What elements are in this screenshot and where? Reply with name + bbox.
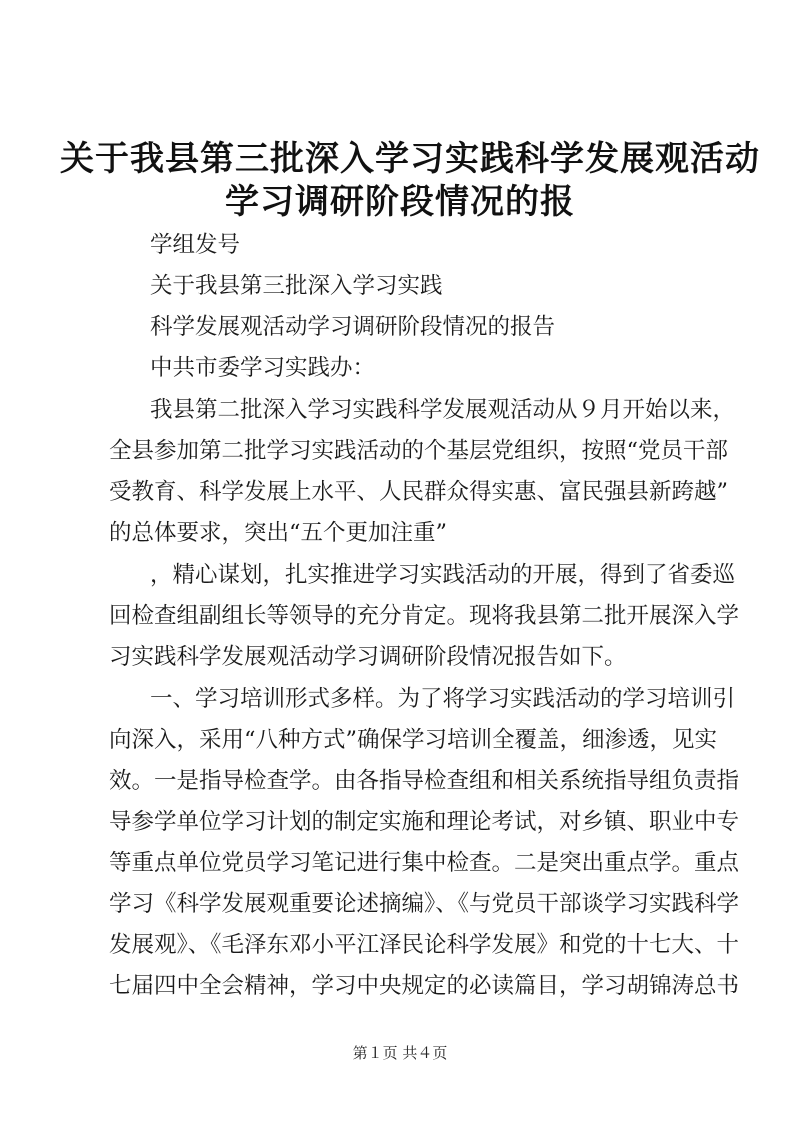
paragraph-3-line-1: 一、学习培训形式多样。为了将学习实践活动的学习培训引	[150, 686, 736, 712]
document-title-line-1: 关于我县第三批深入学习实践科学发展观活动	[60, 139, 760, 179]
document-addressee: 中共市委学习实践办：	[150, 355, 376, 381]
page-number-footer: 第１页 共４页	[352, 1044, 448, 1062]
document-issue-number: 学组发号	[150, 232, 241, 258]
paragraph-2-line-2: 回检查组副组长等领导的充分肯定。现将我县第二批开展深入学	[109, 603, 740, 629]
paragraph-1-line-3: 受教育、科学发展上水平、人民群众得实惠、富民强县新跨越”	[109, 479, 729, 505]
document-subtitle-line-2: 科学发展观活动学习调研阶段情况的报告	[150, 314, 556, 340]
paragraph-2-line-3: 习实践科学发展观活动学习调研阶段情况报告如下。	[109, 644, 627, 670]
paragraph-1-line-1: 我县第二批深入学习实践科学发展观活动从９月开始以来，	[150, 397, 736, 423]
paragraph-3-line-3: 效。一是指导检查学。由各指导检查组和相关系统指导组负责指	[109, 768, 740, 794]
paragraph-3-line-6: 学习《科学发展观重要论述摘编》、《与党员干部谈学习实践科学	[109, 891, 740, 917]
paragraph-3-line-8: 七届四中全会精神，学习中央规定的必读篇目，学习胡锦涛总书	[109, 973, 740, 999]
paragraph-3-line-7: 发展观》、《毛泽东邓小平江泽民论科学发展》和党的十七大、十	[109, 932, 740, 958]
paragraph-3-line-4: 导参学单位学习计划的制定实施和理论考试，对乡镇、职业中专	[109, 809, 740, 835]
paragraph-3-line-5: 等重点单位党员学习笔记进行集中检查。二是突出重点学。重点	[109, 850, 740, 876]
document-title-line-2: 学习调研阶段情况的报	[225, 182, 575, 222]
paragraph-3-line-2: 向深入，采用“八种方式”确保学习培训全覆盖，细渗透，见实	[109, 727, 718, 753]
paragraph-1-line-2: 全县参加第二批学习实践活动的个基层党组织，按照“党员干部	[109, 438, 729, 464]
paragraph-1-line-4: 的总体要求，突出“五个更加注重”	[109, 520, 448, 546]
paragraph-2-line-1: ，精心谋划，扎实推进学习实践活动的开展，得到了省委巡	[150, 562, 736, 588]
document-subtitle-line-1: 关于我县第三批深入学习实践	[150, 273, 443, 299]
